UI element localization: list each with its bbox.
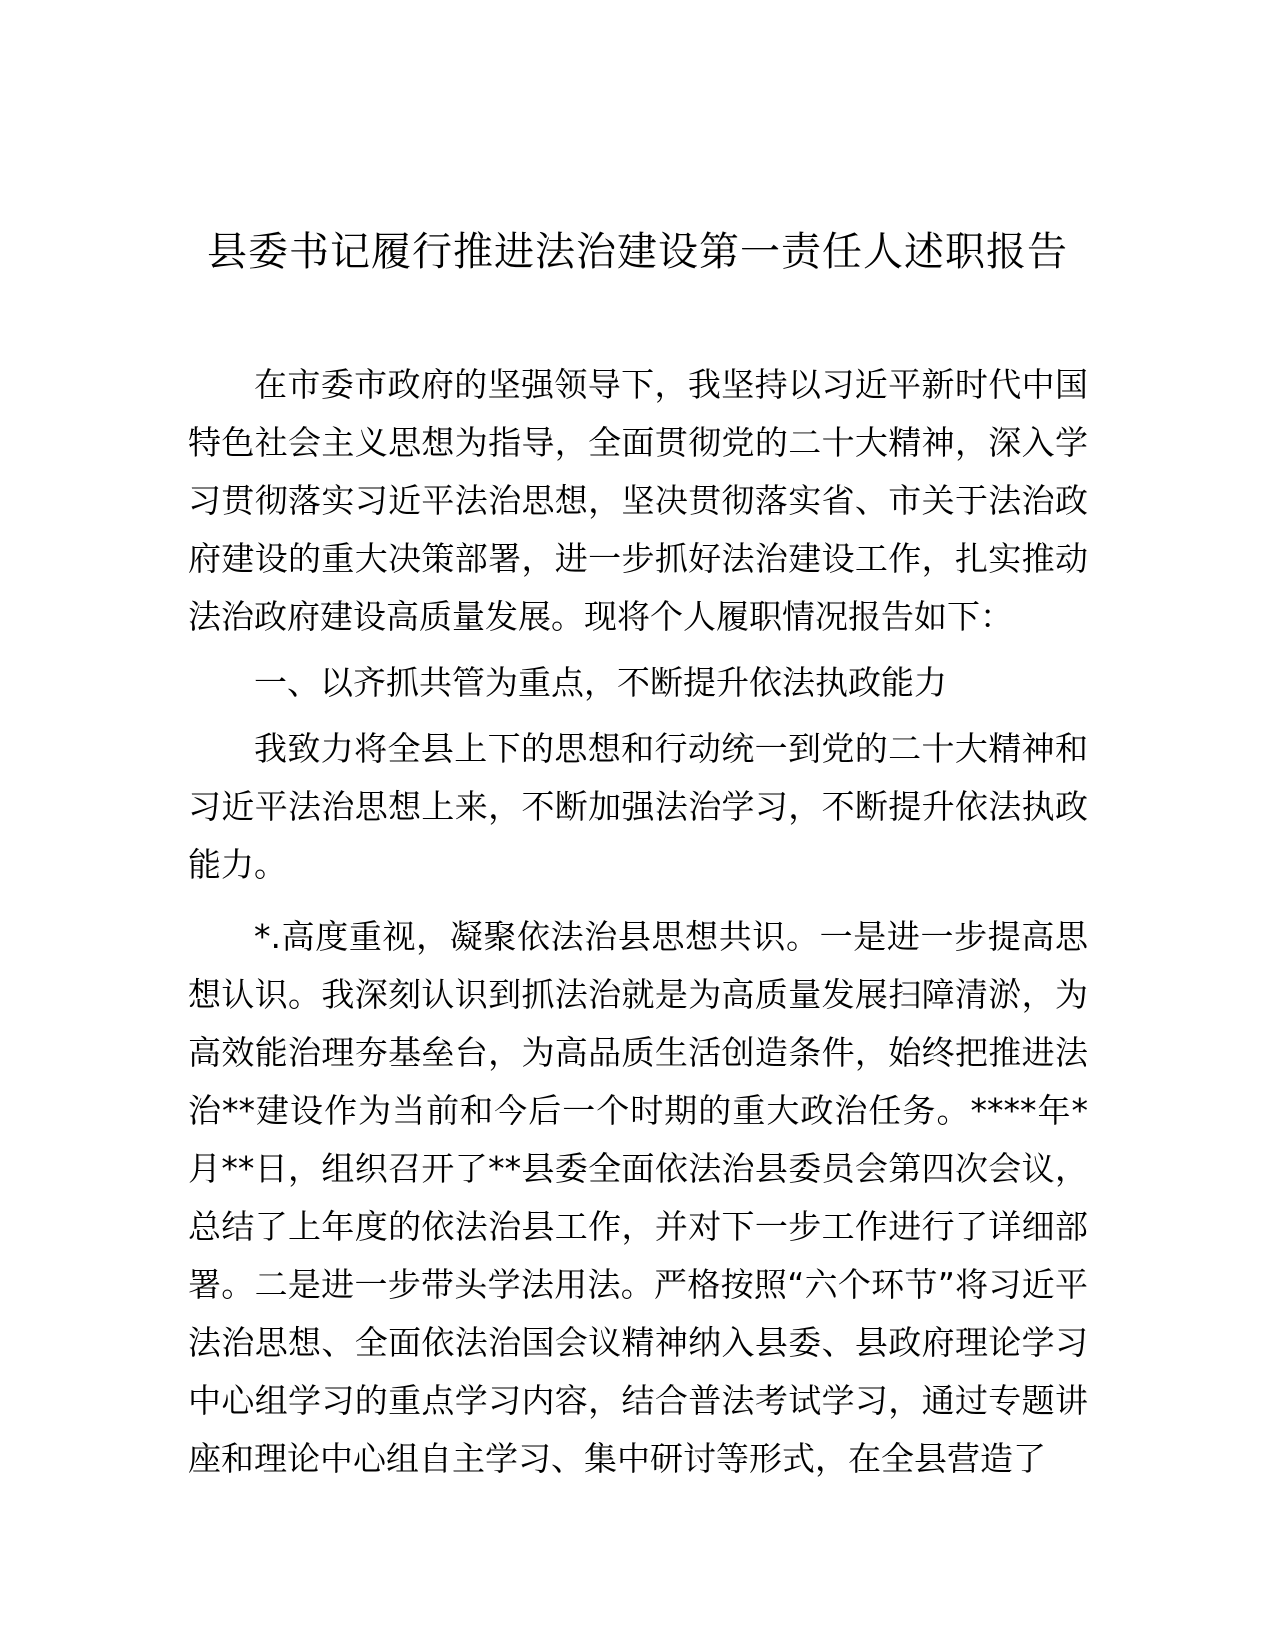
document-body [188,356,1088,1488]
intro-paragraph: 在市委市政府的坚强领导下，我坚持以习近平新时代中国特色社会主义思想为指导，全面贯彻党的二十大精神，深入学习贯彻落实习近平法治思想，坚决贯彻落实省、市关于法治政府建设的重大决策部署，进一步抓好法治建设工作，扎实推动法治政府建设高质量发展。现将个人履职情况报告如下： [188,365,1088,636]
section-heading-1: 一、以齐抓共管为重点，不断提升依法执政能力 [254,663,947,702]
section-1-paragraph: 我致力将全县上下的思想和行动统一到党的二十大精神和习近平法治思想上来，不断加强法治学习，不断提升依法执政能力。 [188,729,1088,884]
section-1-item-1-paragraph: *.高度重视，凝聚依法治县思想共识。一是进一步提高思想认识。我深刻认识到抓法治就是为高质量发展扫障清淤，为高效能治理夯基垒台，为高品质生活创造条件，始终把推进法治**建设作为当前和今后一个时期的重大政治任务。****年*月**日，组织召开了**县委全面依法治县委员会第四次会议，总结了上年度的依法治县工作，并对下一步工作进行了详细部署。二是进一步带头学法用法。严格按照“六个环节”将习近平法治思想、全面依法治国会议精神纳入县委、县政府理论学习中心组学习的重点学习内容，结合普法考试学习，通过专题讲座和理论中心组自主学习、集中研讨等形式，在全县营造了 [188,917,1088,1478]
document-title: 县委书记履行推进法治建设第一责任人述职报告 [207,229,1068,275]
